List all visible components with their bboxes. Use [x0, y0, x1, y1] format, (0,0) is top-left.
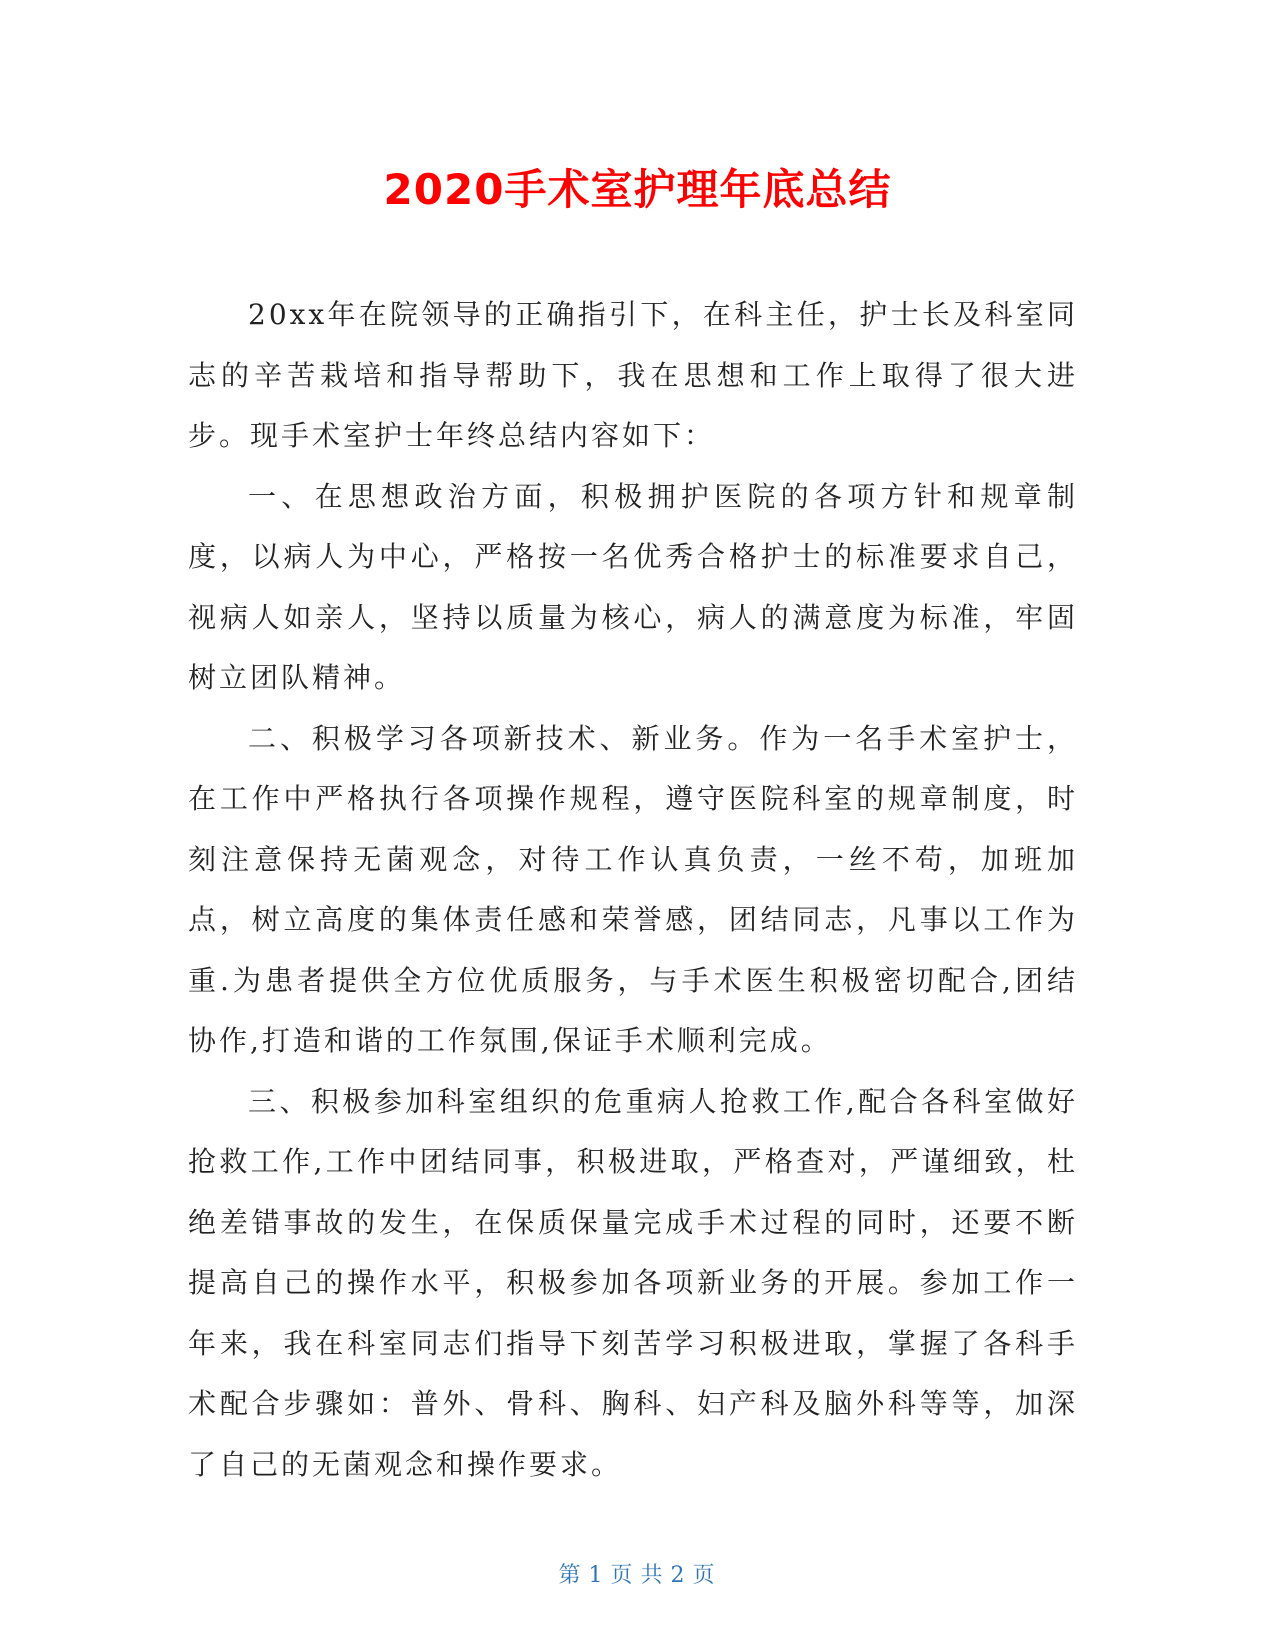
footer-page-label: 页 — [610, 1563, 635, 1588]
paragraph-political: 一、在思想政治方面，积极拥护医院的各项方针和规章制度，以病人为中心，严格按一名优秀合格护士的标准要求自己，视病人如亲人，坚持以质量为核心，病人的满意度为标准，牢固树立团队精神。 — [188, 479, 1078, 694]
paragraph-intro: 20xx年在院领导的正确指引下，在科主任，护士长及科室同志的辛苦栽培和指导帮助下，我在思想和工作上取得了很大进步。现手术室护士年终总结内容如下： — [188, 298, 1078, 452]
document-title: 2020手术室护理年底总结 — [383, 165, 892, 214]
footer-current-page: 1 — [588, 1563, 605, 1588]
page-number-footer — [0, 1558, 1275, 1589]
footer-total-prefix: 共 — [640, 1563, 665, 1588]
footer-prefix: 第 — [558, 1563, 583, 1588]
footer-total-label: 页 — [692, 1563, 717, 1588]
paragraph-learning: 二、积极学习各项新技术、新业务。作为一名手术室护士，在工作中严格执行各项操作规程，遵守医院科室的规章制度，时刻注意保持无菌观念，对待工作认真负责，一丝不苟，加班加点，树立高度的集体责任感和荣誉感，团结同志，凡事以工作为重.为患者提供全方位优质服务，与手术医生积极密切配合,团结协作,打造和谐的工作氛围,保证手术顺利完成。 — [188, 721, 1078, 1057]
document-body — [188, 285, 1078, 1495]
paragraph-rescue: 三、积极参加科室组织的危重病人抢救工作,配合各科室做好抢救工作,工作中团结同事，积极进取，严格查对，严谨细致，杜绝差错事故的发生，在保质保量完成手术过程的同时，还要不断提高自己的操作水平，积极参加各项新业务的开展。参加工作一年来，我在科室同志们指导下刻苦学习积极进取，掌握了各科手术配合步骤如：普外、骨科、胸科、妇产科及脑外科等等，加深了自己的无菌观念和操作要求。 — [188, 1084, 1078, 1481]
footer-total-pages: 2 — [670, 1563, 687, 1588]
